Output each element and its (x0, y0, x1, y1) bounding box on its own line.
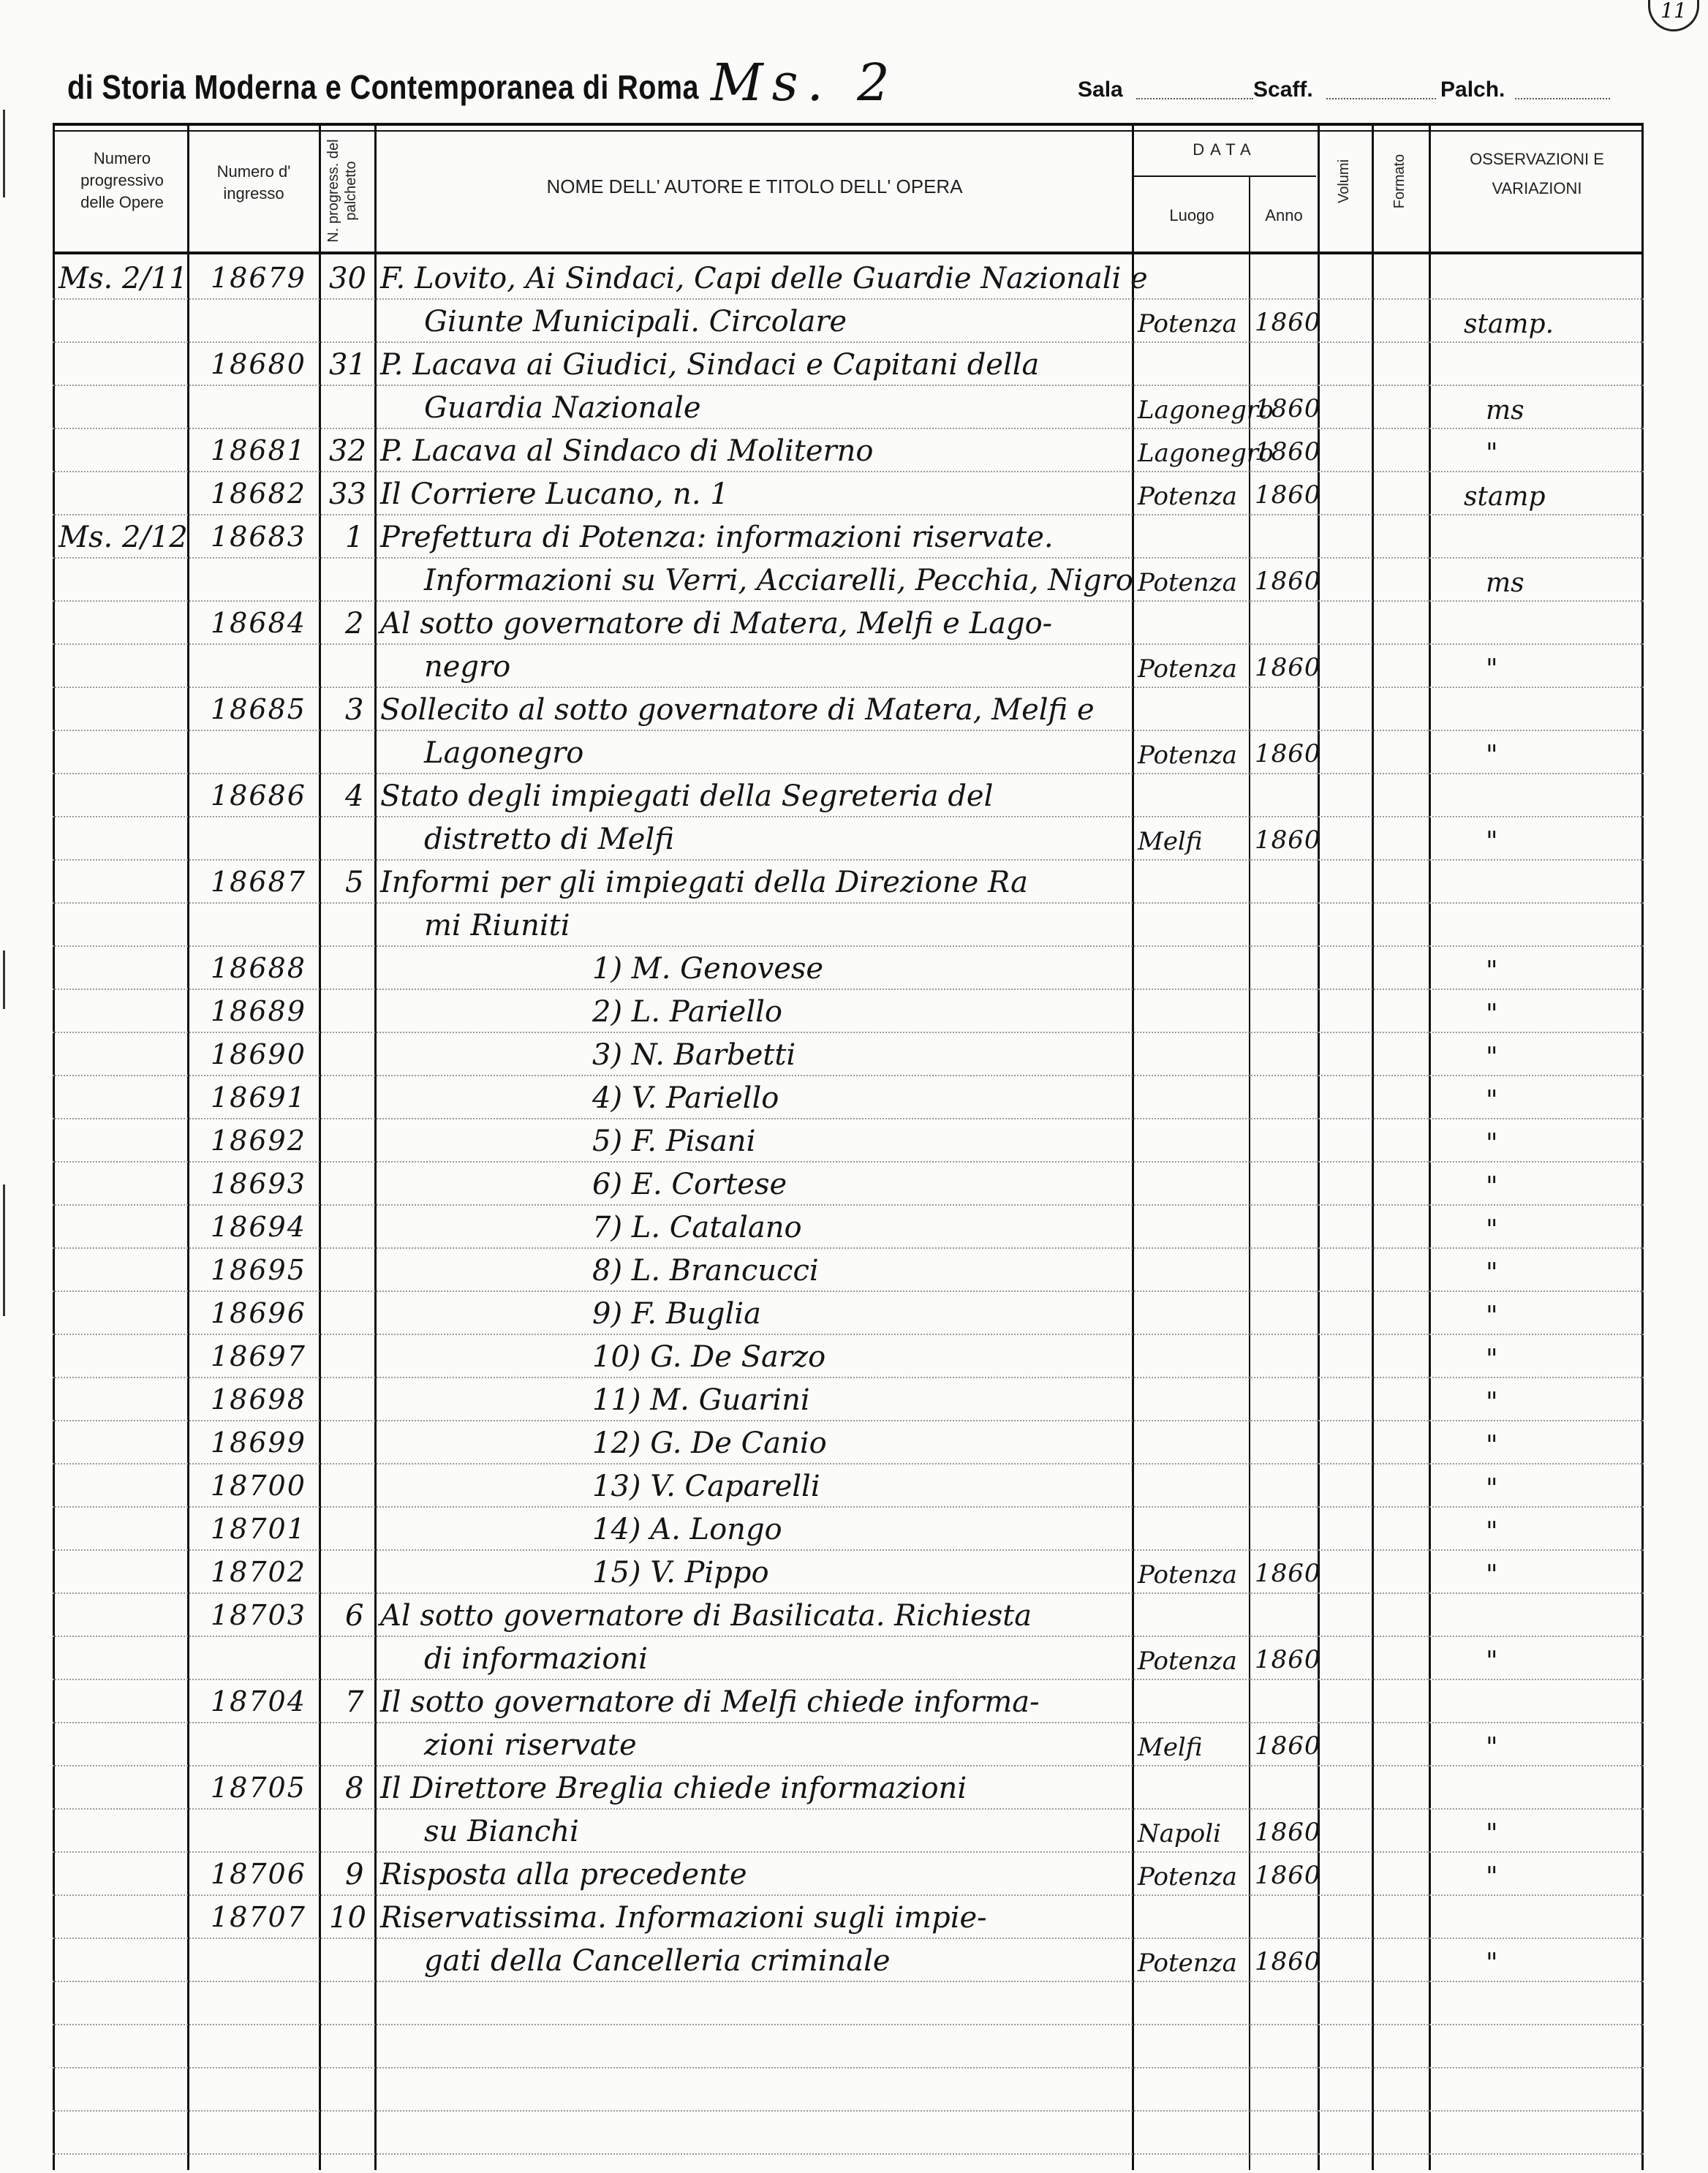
osservazioni-value: " (1486, 741, 1498, 771)
anno-value: 1860 (1255, 394, 1321, 423)
ruling-line (53, 945, 1644, 947)
ingresso-number: 18694 (211, 1211, 306, 1243)
entry-title-line: F. Lovito, Ai Sindaci, Capi delle Guardie Nazionali e (380, 262, 1148, 295)
ingresso-number: 18682 (211, 477, 306, 510)
luogo-value: Potenza (1138, 1862, 1237, 1892)
luogo-value: Potenza (1138, 568, 1237, 597)
ingresso-number: 18689 (211, 995, 306, 1027)
luogo-value: Lagonegro (1138, 396, 1274, 425)
osservazioni-value: " (1486, 439, 1498, 469)
palch-label: Palch. (1440, 78, 1505, 102)
entry-title-line: Guardia Nazionale (424, 391, 701, 425)
ruling-line (53, 1377, 1644, 1378)
page-header (67, 53, 1632, 120)
palchetto-number: 8 (345, 1772, 364, 1805)
ingresso-number: 18692 (211, 1125, 306, 1157)
entry-title-line: mi Riuniti (424, 909, 570, 942)
ingresso-number: 18681 (211, 434, 306, 466)
anno-value: 1860 (1255, 1731, 1321, 1761)
ingresso-number: 18703 (211, 1599, 306, 1631)
ruling-line (53, 1204, 1644, 1206)
ruling-line (53, 2110, 1644, 2112)
entry-title-line: distretto di Melfi (424, 823, 674, 856)
luogo-value: Potenza (1138, 1949, 1237, 1978)
anno-value: 1860 (1255, 437, 1321, 466)
ruling-line (53, 1118, 1644, 1119)
palchetto-number: 4 (345, 779, 364, 813)
entry-title-line: 4) V. Pariello (592, 1081, 779, 1115)
ruling-line (53, 1420, 1644, 1421)
anno-value: 1860 (1255, 480, 1321, 510)
osservazioni-value: " (1486, 1258, 1498, 1288)
anno-value: 1860 (1255, 825, 1321, 855)
osservazioni-value: " (1486, 1819, 1498, 1849)
ingresso-number: 18705 (211, 1772, 306, 1804)
ruling-line (53, 1636, 1644, 1637)
ruling-line (53, 557, 1644, 559)
ruling-line (53, 514, 1644, 515)
ingresso-number: 18688 (211, 952, 306, 984)
palchetto-number: 5 (345, 866, 364, 899)
ruling-line (53, 1722, 1644, 1723)
ruling-line (53, 385, 1644, 386)
ingresso-number: 18696 (211, 1297, 306, 1329)
ruling-line (53, 1765, 1644, 1766)
sala-field (1136, 98, 1253, 99)
header-numero-ingresso: Numero d' ingresso (216, 162, 291, 203)
osservazioni-value: " (1486, 1517, 1498, 1547)
column-divider (187, 123, 189, 2170)
ms-number: Ms. 2/12 (58, 521, 188, 554)
osservazioni-value: " (1486, 1474, 1498, 1504)
entry-title-line: gati della Cancelleria criminale (424, 1944, 891, 1978)
ruling-line (53, 773, 1644, 774)
margin-mark (3, 1184, 5, 1316)
entry-title-line: 14) A. Longo (592, 1513, 782, 1546)
ruling-line (53, 1463, 1644, 1465)
palchetto-number: 9 (345, 1858, 364, 1892)
osservazioni-value: " (1486, 654, 1498, 684)
ingresso-number: 18706 (211, 1858, 306, 1890)
ruling-line (53, 2024, 1644, 2025)
palchetto-number: 3 (345, 693, 364, 727)
ingresso-number: 18699 (211, 1426, 306, 1459)
header-n-progress: N. progress. del palchetto (325, 139, 359, 243)
osservazioni-value: " (1486, 1431, 1498, 1461)
data-header-rule (1133, 175, 1316, 177)
page-number: 11 (1648, 0, 1699, 31)
osservazioni-value: ms (1486, 396, 1524, 426)
entry-title-line: 1) M. Genovese (592, 952, 824, 986)
institution-name: di Storia Moderna e Contemporanea di Roma (67, 68, 699, 106)
ruling-line (53, 1981, 1644, 1982)
entry-title-line: Sollecito al sotto governatore di Matera, Melfi e (380, 693, 1095, 727)
osservazioni-value: " (1486, 1388, 1498, 1418)
ruling-line (53, 1938, 1644, 1939)
entry-title-line: 10) G. De Sarzo (592, 1340, 826, 1374)
column-divider (1249, 177, 1250, 2170)
ruling-line (53, 1290, 1644, 1292)
scaff-label: Scaff. (1253, 78, 1313, 102)
anno-value: 1860 (1255, 567, 1321, 596)
palchetto-number: 1 (345, 521, 364, 554)
column-divider (1372, 123, 1374, 2170)
ingresso-number: 18685 (211, 693, 306, 725)
anno-value: 1860 (1255, 653, 1321, 682)
entry-title-line: Al sotto governatore di Basilicata. Richiesta (380, 1599, 1032, 1633)
ruling-line (53, 1851, 1644, 1853)
entry-title-line: Il sotto governatore di Melfi chiede informa- (380, 1685, 1040, 1719)
anno-value: 1860 (1255, 308, 1321, 337)
ingresso-number: 18691 (211, 1081, 306, 1114)
entry-title-line: P. Lacava ai Giudici, Sindaci e Capitani della (380, 348, 1040, 382)
ruling-line (53, 1549, 1644, 1551)
ruling-line (53, 428, 1644, 429)
entry-title-line: 2) L. Pariello (592, 995, 782, 1029)
luogo-value: Melfi (1138, 1733, 1203, 1762)
entry-title-line: Lagonegro (424, 736, 584, 770)
header-nome-autore: NOME DELL' AUTORE E TITOLO DELL' OPERA (546, 175, 963, 197)
ingresso-number: 18693 (211, 1168, 306, 1200)
manuscript-title: Ms. 2 (711, 53, 899, 113)
ruling-line (53, 1075, 1644, 1076)
osservazioni-value: " (1486, 1345, 1498, 1375)
header-numero-progressivo: Numero progressivo delle Opere (80, 149, 164, 211)
osservazioni-value: " (1486, 1215, 1498, 1245)
palch-field (1515, 98, 1610, 99)
anno-value: 1860 (1255, 1645, 1321, 1674)
entry-title-line: 6) E. Cortese (592, 1168, 787, 1201)
entry-title-line: Il Corriere Lucano, n. 1 (380, 477, 729, 511)
osservazioni-value: " (1486, 1733, 1498, 1763)
ingresso-number: 18700 (211, 1470, 306, 1502)
entry-title-line: negro (424, 650, 511, 684)
ruling-line (53, 1808, 1644, 1810)
ruling-line (53, 643, 1644, 645)
column-divider (53, 123, 55, 2170)
ingresso-number: 18690 (211, 1038, 306, 1070)
luogo-value: Potenza (1138, 1560, 1237, 1590)
luogo-value: Potenza (1138, 482, 1237, 511)
ingresso-number: 18697 (211, 1340, 306, 1372)
ruling-line (53, 989, 1644, 990)
header-volumi: Volumi (1336, 159, 1352, 204)
ingresso-number: 18679 (211, 262, 306, 294)
anno-value: 1860 (1255, 739, 1321, 768)
entry-title-line: 8) L. Brancucci (592, 1254, 819, 1288)
anno-value: 1860 (1255, 1947, 1321, 1976)
ruling-line (53, 1506, 1644, 1508)
ruling-line (53, 1592, 1644, 1594)
ingresso-number: 18707 (211, 1901, 306, 1933)
luogo-value: Lagonegro (1138, 439, 1274, 468)
ingresso-number: 18704 (211, 1685, 306, 1717)
osservazioni-value: stamp. (1464, 309, 1554, 339)
entry-title-line: 13) V. Caparelli (592, 1470, 820, 1503)
entry-title-line: Al sotto governatore di Matera, Melfi e Lago- (380, 607, 1053, 640)
ruling-line (53, 1894, 1644, 1896)
ruling-line (53, 687, 1644, 688)
margin-mark (3, 110, 5, 197)
ruling-line (53, 1161, 1644, 1163)
entry-title-line: Giunte Municipali. Circolare (424, 305, 847, 339)
ruling-line (53, 1679, 1644, 1680)
ruling-line (53, 902, 1644, 904)
osservazioni-value: " (1486, 999, 1498, 1029)
osservazioni-value: " (1486, 1129, 1498, 1159)
palchetto-number: 7 (345, 1685, 364, 1719)
ruling-line (53, 471, 1644, 472)
osservazioni-value: " (1486, 1647, 1498, 1677)
palchetto-number: 30 (329, 262, 366, 295)
column-divider (1641, 123, 1644, 2170)
register-table (53, 123, 1644, 2170)
ruling-line (53, 1032, 1644, 1033)
entry-title-line: Informazioni su Verri, Acciarelli, Pecchia, Nigro (424, 564, 1133, 597)
column-divider (1429, 123, 1431, 2170)
osservazioni-value: ms (1486, 568, 1524, 598)
entry-title-line: 3) N. Barbetti (592, 1038, 796, 1072)
palchetto-number: 31 (329, 348, 366, 382)
ruling-line (53, 600, 1644, 602)
entry-title-line: P. Lacava al Sindaco di Moliterno (380, 434, 874, 468)
header-luogo: Luogo (1169, 206, 1214, 224)
header-osservazioni: OSSERVAZIONI E VARIAZIONI (1470, 150, 1604, 197)
luogo-value: Napoli (1138, 1819, 1222, 1848)
ruling-line (53, 1247, 1644, 1249)
entry-title-line: 12) G. De Canio (592, 1426, 827, 1460)
ruling-line (53, 2067, 1644, 2068)
entry-title-line: 9) F. Buglia (592, 1297, 761, 1331)
ruling-line (53, 298, 1644, 300)
ingresso-number: 18686 (211, 779, 306, 812)
header-data: DATA (1193, 140, 1257, 159)
ingresso-number: 18698 (211, 1383, 306, 1416)
palchetto-number: 33 (329, 477, 366, 511)
entry-title-line: di informazioni (424, 1642, 648, 1676)
osservazioni-value: " (1486, 1301, 1498, 1331)
anno-value: 1860 (1255, 1559, 1321, 1588)
osservazioni-value: " (1486, 1949, 1498, 1979)
entry-title-line: 7) L. Catalano (592, 1211, 802, 1244)
entry-title-line: 5) F. Pisani (592, 1125, 756, 1158)
ingresso-number: 18695 (211, 1254, 306, 1286)
entry-title-line: Informi per gli impiegati della Direzione Ra (380, 866, 1028, 899)
ms-number: Ms. 2/11 (58, 262, 188, 295)
osservazioni-value: " (1486, 1086, 1498, 1116)
anno-value: 1860 (1255, 1818, 1321, 1847)
luogo-value: Potenza (1138, 654, 1237, 684)
scaff-field (1326, 98, 1436, 99)
ingresso-number: 18680 (211, 348, 306, 380)
osservazioni-value: " (1486, 1560, 1498, 1590)
ruling-line (53, 2153, 1644, 2155)
palchetto-number: 32 (329, 434, 366, 468)
luogo-value: Potenza (1138, 1647, 1237, 1676)
osservazioni-value: " (1486, 1862, 1498, 1892)
column-divider (1132, 123, 1134, 2170)
ingresso-number: 18683 (211, 521, 306, 553)
ruling-line (53, 816, 1644, 817)
palchetto-number: 10 (329, 1901, 366, 1935)
sala-label: Sala (1078, 78, 1123, 102)
table-header-border (53, 252, 1644, 254)
ruling-line (53, 1334, 1644, 1335)
column-divider (374, 123, 377, 2170)
ingresso-number: 18687 (211, 866, 306, 898)
entry-title-line: zioni riservate (424, 1728, 637, 1762)
table-top-border-inner (53, 130, 1644, 132)
luogo-value: Melfi (1138, 827, 1203, 856)
column-divider (319, 123, 321, 2170)
header-anno: Anno (1265, 206, 1303, 224)
ingresso-number: 18684 (211, 607, 306, 639)
ingresso-number: 18701 (211, 1513, 306, 1545)
palchetto-number: 2 (345, 607, 364, 640)
margin-mark (3, 951, 5, 1009)
osservazioni-value: " (1486, 956, 1498, 986)
entry-title-line: Prefettura di Potenza: informazioni riservate. (380, 521, 1054, 554)
osservazioni-value: " (1486, 827, 1498, 857)
entry-title-line: Stato degli impiegati della Segreteria del (380, 779, 994, 813)
ruling-line (53, 341, 1644, 343)
luogo-value: Potenza (1138, 741, 1237, 770)
osservazioni-value: " (1486, 1043, 1498, 1073)
luogo-value: Potenza (1138, 309, 1237, 339)
anno-value: 1860 (1255, 1861, 1321, 1890)
header-formato: Formato (1391, 154, 1407, 209)
ruling-line (53, 859, 1644, 861)
table-top-border (53, 123, 1644, 126)
ruling-line (53, 730, 1644, 731)
entry-title-line: 11) M. Guarini (592, 1383, 810, 1417)
palchetto-number: 6 (345, 1599, 364, 1633)
entry-title-line: Riservatissima. Informazioni sugli impie- (380, 1901, 987, 1935)
entry-title-line: Il Direttore Breglia chiede informazioni (380, 1772, 967, 1805)
entry-title-line: 15) V. Pippo (592, 1556, 769, 1590)
osservazioni-value: " (1486, 1172, 1498, 1202)
entry-title-line: su Bianchi (424, 1815, 579, 1848)
entry-title-line: Risposta alla precedente (380, 1858, 747, 1892)
osservazioni-value: stamp (1464, 482, 1546, 512)
ingresso-number: 18702 (211, 1556, 306, 1588)
